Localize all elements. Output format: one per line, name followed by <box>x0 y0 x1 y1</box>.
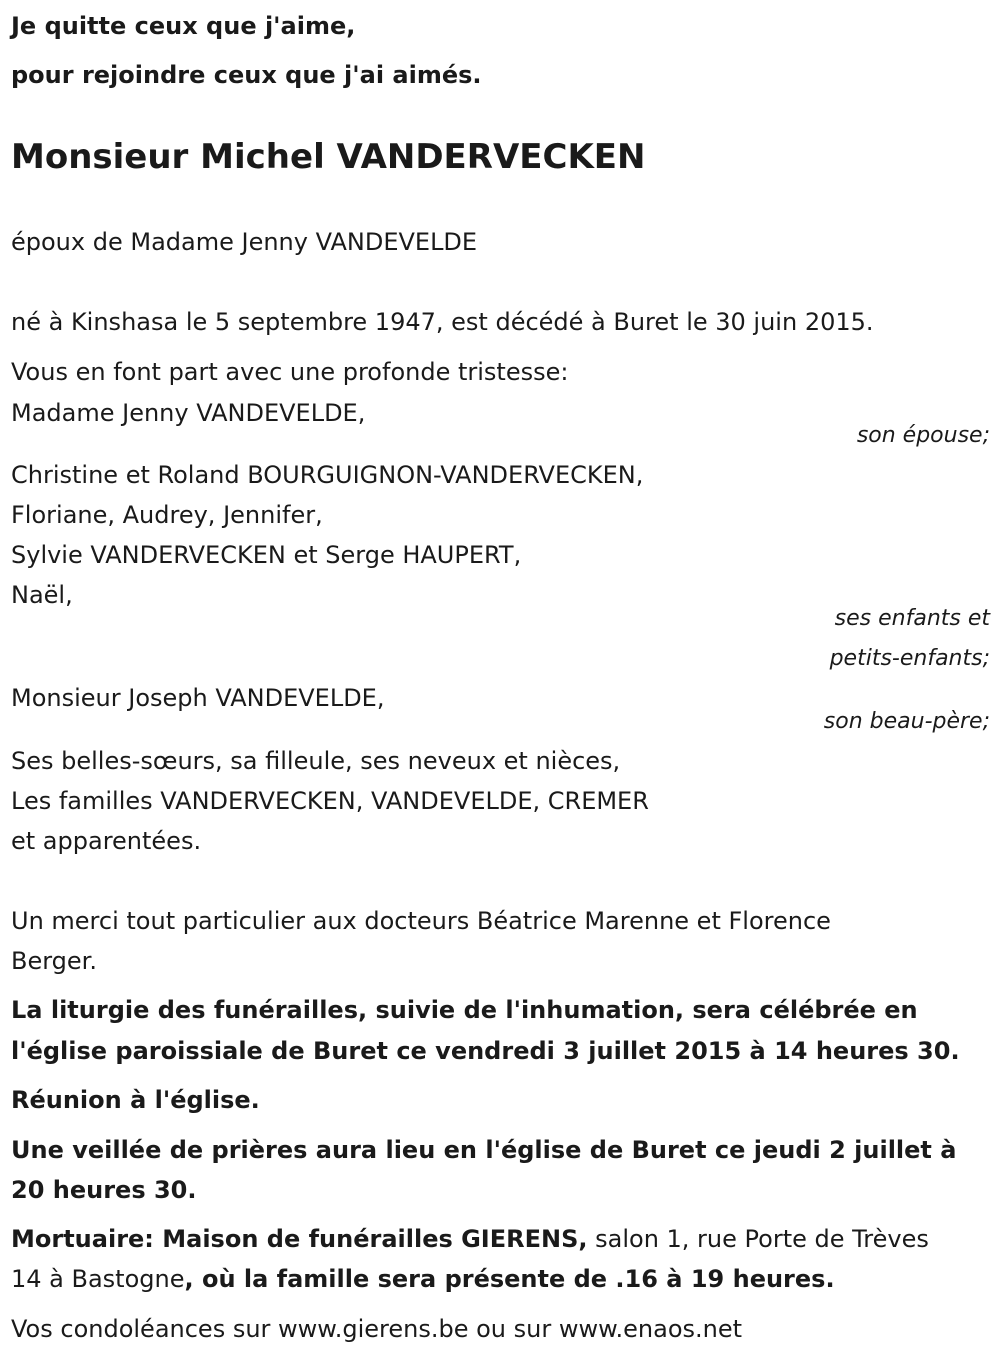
spouse-line: époux de Madame Jenny VANDEVELDE <box>11 228 478 256</box>
thanks-line-2: Berger. <box>11 947 97 975</box>
deceased-name: Monsieur Michel VANDERVECKEN <box>11 137 646 177</box>
epigraph-line-1: Je quitte ceux que j'aime, <box>11 12 356 40</box>
mortuary-label: Mortuaire: Maison de funérailles GIERENS, <box>11 1225 588 1253</box>
family-line-1: Ses belles-sœurs, sa filleule, ses neveux et nièces, <box>11 747 621 775</box>
family-line-2: Les familles VANDERVECKEN, VANDEVELDE, CREMER <box>11 787 649 815</box>
vigil-line-1: Une veillée de prières aura lieu en l'église de Buret ce jeudi 2 juillet à <box>11 1136 957 1164</box>
children-role-line-1: ses enfants et <box>834 606 990 631</box>
mortuary-line-2 <box>11 1259 835 1299</box>
children-line-2: Floriane, Audrey, Jennifer, <box>11 501 323 529</box>
meeting-line: Réunion à l'église. <box>11 1086 260 1114</box>
vigil-line-2: 20 heures 30. <box>11 1176 197 1204</box>
father-in-law-role: son beau-père; <box>823 709 990 734</box>
mortuary-presence: , où la famille sera présente de .16 à 19 heures. <box>184 1265 835 1293</box>
children-line-4: Naël, <box>11 581 73 609</box>
condolences-line: Vos condoléances sur www.gierens.be ou sur www.enaos.net <box>11 1315 743 1343</box>
family-line-3: et apparentées. <box>11 827 202 855</box>
spouse-role: son épouse; <box>856 423 990 448</box>
father-in-law-name: Monsieur Joseph VANDEVELDE, <box>11 684 385 712</box>
announcement-intro: Vous en font part avec une profonde tristesse: <box>11 358 569 386</box>
liturgy-line-2: l'église paroissiale de Buret ce vendredi 3 juillet 2015 à 14 heures 30. <box>11 1037 960 1065</box>
mortuary-line-1 <box>11 1219 929 1259</box>
liturgy-line-1: La liturgie des funérailles, suivie de l'inhumation, sera célébrée en <box>11 996 918 1024</box>
spouse-name: Madame Jenny VANDEVELDE, <box>11 399 366 427</box>
thanks-line-1: Un merci tout particulier aux docteurs Béatrice Marenne et Florence <box>11 907 831 935</box>
mortuary-address-part-1: salon 1, rue Porte de Trèves <box>587 1225 929 1253</box>
epigraph-line-2: pour rejoindre ceux que j'ai aimés. <box>11 61 482 89</box>
children-role-line-2: petits-enfants; <box>829 646 990 671</box>
children-line-3: Sylvie VANDERVECKEN et Serge HAUPERT, <box>11 541 522 569</box>
mortuary-address-part-2: 14 à Bastogne <box>11 1265 185 1293</box>
birth-death-line: né à Kinshasa le 5 septembre 1947, est décédé à Buret le 30 juin 2015. <box>11 308 874 336</box>
children-line-1: Christine et Roland BOURGUIGNON-VANDERVECKEN, <box>11 461 644 489</box>
